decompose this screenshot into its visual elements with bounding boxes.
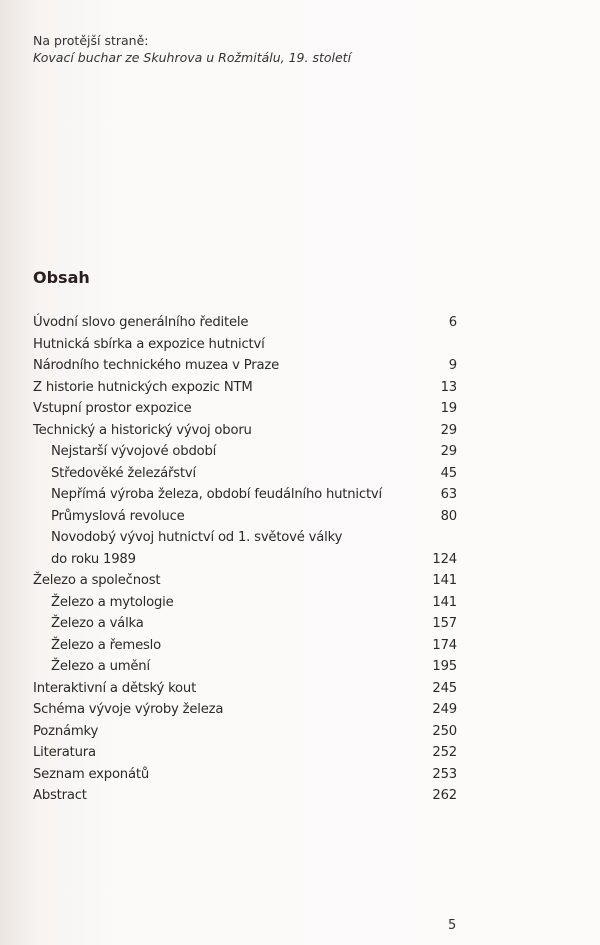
toc-entry-page: 141	[432, 594, 457, 610]
toc-entry	[33, 355, 457, 377]
toc-entry	[33, 441, 457, 463]
toc-entry-title: Úvodní slovo generálního ředitele	[33, 315, 249, 330]
toc-entry	[33, 312, 457, 334]
toc-entry-title: Interaktivní a dětský kout	[33, 680, 197, 696]
toc-entry	[33, 721, 457, 743]
toc-entry	[33, 398, 457, 420]
toc-entry-title: Technický a historický vývoj oboru	[33, 422, 252, 438]
toc-entry-page: 13	[440, 379, 457, 395]
toc-entry	[33, 463, 457, 485]
caption-label: Na protější straně:	[33, 33, 149, 48]
toc-entry-page: 174	[432, 637, 457, 653]
toc-entry-title: Železo a válka	[51, 616, 144, 631]
toc-entry	[33, 656, 457, 678]
toc-entry-title: Nepřímá výroba železa, období feudálního hutnictví	[51, 487, 382, 502]
toc-entry	[33, 635, 457, 657]
toc-entry-title: Nejstarší vývojové období	[51, 444, 217, 459]
toc-entry-title: Novodobý vývoj hutnictví od 1. světové války	[51, 530, 343, 545]
toc-entry-title: Národního technického muzea v Praze	[33, 358, 279, 373]
toc-entry-page: 45	[440, 465, 457, 481]
toc-entry-page: 29	[440, 444, 457, 459]
toc-entry	[33, 613, 457, 635]
toc-entry-title: Vstupní prostor expozice	[33, 401, 192, 416]
toc-entry	[33, 527, 457, 549]
toc-entry	[33, 785, 457, 807]
table-of-contents	[33, 312, 457, 807]
toc-entry-title: Středověké železářství	[51, 465, 196, 481]
toc-entry-page: 157	[432, 616, 457, 631]
toc-entry	[33, 764, 457, 786]
toc-entry-page: 80	[440, 508, 457, 524]
toc-entry-page: 250	[432, 723, 457, 739]
photo-caption	[33, 32, 351, 66]
toc-entry-page: 6	[448, 315, 457, 330]
toc-entry-title: Literatura	[33, 745, 96, 760]
toc-entry-title: Seznam exponátů	[33, 766, 149, 782]
toc-entry-title: Železo a společnost	[33, 573, 161, 588]
toc-entry-title: Z historie hutnických expozic NTM	[33, 379, 253, 395]
toc-entry-title: Poznámky	[33, 723, 99, 739]
toc-entry	[33, 549, 457, 571]
toc-entry	[33, 742, 457, 764]
toc-entry	[33, 377, 457, 399]
toc-entry	[33, 334, 457, 356]
toc-entry	[33, 592, 457, 614]
page-title: Obsah	[33, 268, 90, 287]
toc-entry-page: 9	[448, 358, 457, 373]
toc-entry	[33, 484, 457, 506]
toc-entry	[33, 420, 457, 442]
toc-entry	[33, 699, 457, 721]
toc-entry-page: 249	[432, 702, 457, 717]
toc-entry	[33, 678, 457, 700]
toc-entry-page: 63	[440, 487, 457, 502]
page-number: 5	[448, 918, 457, 933]
toc-entry-title: Železo a mytologie	[51, 594, 174, 610]
toc-entry-page: 19	[440, 401, 457, 416]
toc-entry	[33, 570, 457, 592]
toc-entry-title: Železo a umění	[51, 659, 150, 674]
toc-entry-page: 262	[432, 788, 457, 803]
toc-entry-title: Průmyslová revoluce	[51, 508, 185, 524]
toc-entry-page: 253	[432, 766, 457, 782]
toc-entry-page: 141	[432, 573, 457, 588]
toc-entry-title: Železo a řemeslo	[51, 637, 161, 653]
toc-entry-page: 245	[432, 680, 457, 696]
toc-entry-title: Hutnická sbírka a expozice hutnictví	[33, 336, 265, 352]
toc-entry-page: 29	[440, 422, 457, 438]
caption-text: Kovací buchar ze Skuhrova u Rožmitálu, 19. století	[33, 50, 352, 65]
toc-entry	[33, 506, 457, 528]
toc-entry-page: 252	[432, 745, 457, 760]
toc-entry-page: 195	[432, 659, 457, 674]
toc-entry-title: Schéma vývoje výroby železa	[33, 702, 224, 717]
toc-entry-title: do roku 1989	[51, 551, 136, 567]
toc-entry-page: 124	[432, 551, 457, 567]
toc-entry-title: Abstract	[33, 788, 87, 803]
